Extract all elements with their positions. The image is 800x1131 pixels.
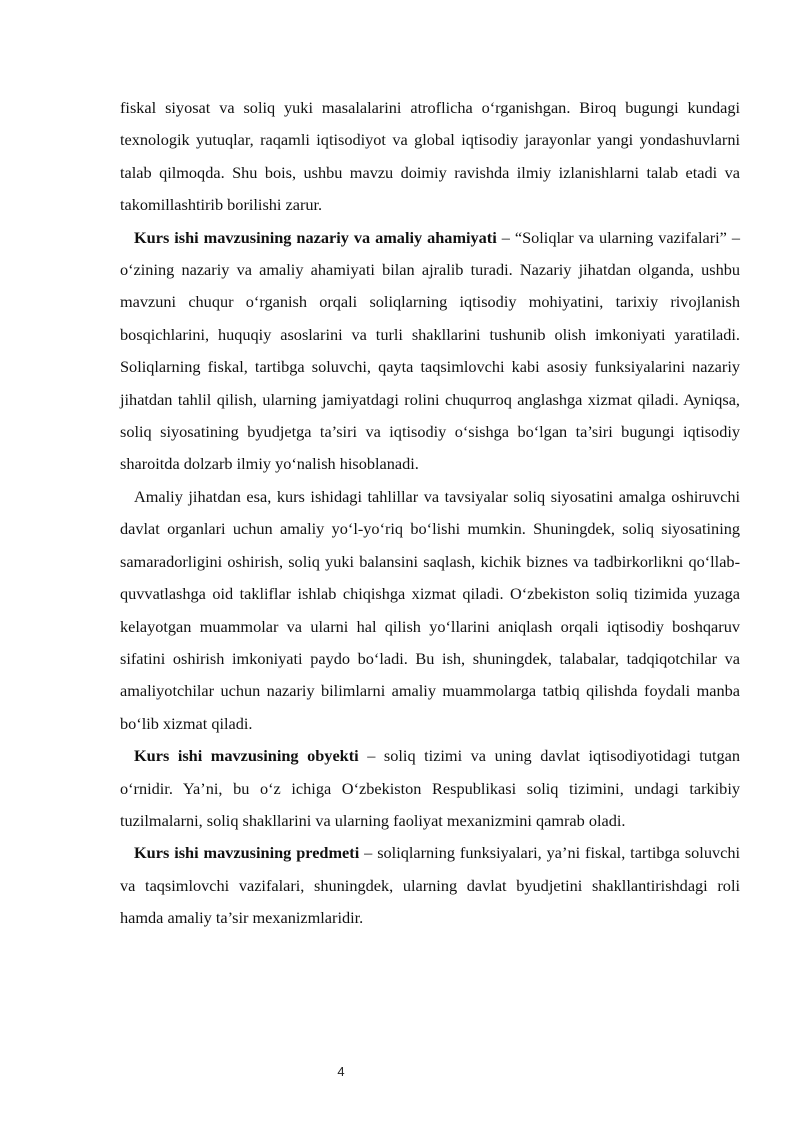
paragraph-text: fiskal siyosat va soliq yuki masalalarini atroflicha o‘rganishgan. Biroq bugungi kundagi texnologik yutuqlar, raqamli iqtisodiyot va global iqtisodiy jarayonlar yangi yondashuvlarni talab qilmoqda. Shu bois, ushbu mavzu doimiy ravishda ilmiy izlanishlarni talab etadi va takomillashtirib borilishi zarur. [120, 98, 740, 215]
paragraph-practical [120, 481, 740, 740]
paragraph-object [120, 740, 740, 837]
paragraph-text: Amaliy jihatdan esa, kurs ishidagi tahlillar va tavsiyalar soliq siyosatini amalga oshiruvchi davlat organlari uchun amaliy yo‘l-yo‘riq bo‘lishi mumkin. Shuningdek, soliq siyosatining samaradorligini oshirish, soliq yuki balansini saqlash, kichik biznes va tadbirkorlikni qo‘llab-quvvatlashga oid takliflar ishlab chiqishga xizmat qiladi. O‘zbekiston soliq tizimida yuzaga kelayotgan muammolar va ularni hal qilish yo‘llarini aniqlash orqali iqtisodiy boshqaruv sifatini oshirish imkoniyati paydo bo‘ladi. Bu ish, shuningdek, talabalar, tadqiqotchilar va amaliyotchilar uchun nazariy bilimlarni amaliy muammolarga tatbiq qilishda foydali manba bo‘lib xizmat qiladi. [120, 486, 740, 733]
paragraph-subject [120, 837, 740, 934]
paragraph-text: – soliq tizimi va uning davlat iqtisodiyotidagi tutgan o‘rnidir. Ya’ni, bu o‘z ichiga O‘zbekiston Respublikasi soliq tizimini, undagi tarkibiy tuzilmalarni, soliq shakllarini va ularning faoliyat mexanizmini qamrab oladi. [120, 746, 740, 830]
paragraph-intro-continuation [120, 92, 740, 222]
paragraph-lead-heading: Kurs ishi mavzusining obyekti [134, 746, 359, 766]
paragraph-lead-heading: Kurs ishi mavzusining nazariy va amaliy ahamiyati [134, 227, 497, 247]
page-number: 4 [337, 1064, 345, 1079]
document-page [120, 92, 740, 935]
paragraph-lead-heading: Kurs ishi mavzusining predmeti [134, 843, 360, 863]
paragraph-text: – “Soliqlar va ularning vazifalari” – o‘zining nazariy va amaliy ahamiyati bilan ajralib turadi. Nazariy jihatdan olganda, ushbu mavzuni chuqur o‘rganish orqali soliqlarning iqtisodiy mohiyatini, tarixiy rivojlanish bosqichlarini, huquqiy asoslarini va turli shakllarini tushunib olish imkoniyati yaratiladi. Soliqlarning fiskal, tartibga soluvchi, qayta taqsimlovchi kabi asosiy funksiyalarini nazariy jihatdan tahlil qilish, ularning jamiyatdagi rolini chuqurroq anglashga xizmat qiladi. Ayniqsa, soliq siyosatining byudjetga ta’siri va iqtisodiy o‘sishga bo‘lgan ta’siri bugungi iqtisodiy sharoitda dolzarb ilmiy yo‘nalish hisoblanadi. [120, 227, 740, 474]
paragraph-significance [120, 222, 740, 481]
paragraph-text: – soliqlarning funksiyalari, ya’ni fiskal, tartibga soluvchi va taqsimlovchi vazifalari, shuningdek, ularning davlat byudjetini shakllantirishdagi roli hamda amaliy ta’sir mexanizmlaridir. [120, 843, 740, 928]
